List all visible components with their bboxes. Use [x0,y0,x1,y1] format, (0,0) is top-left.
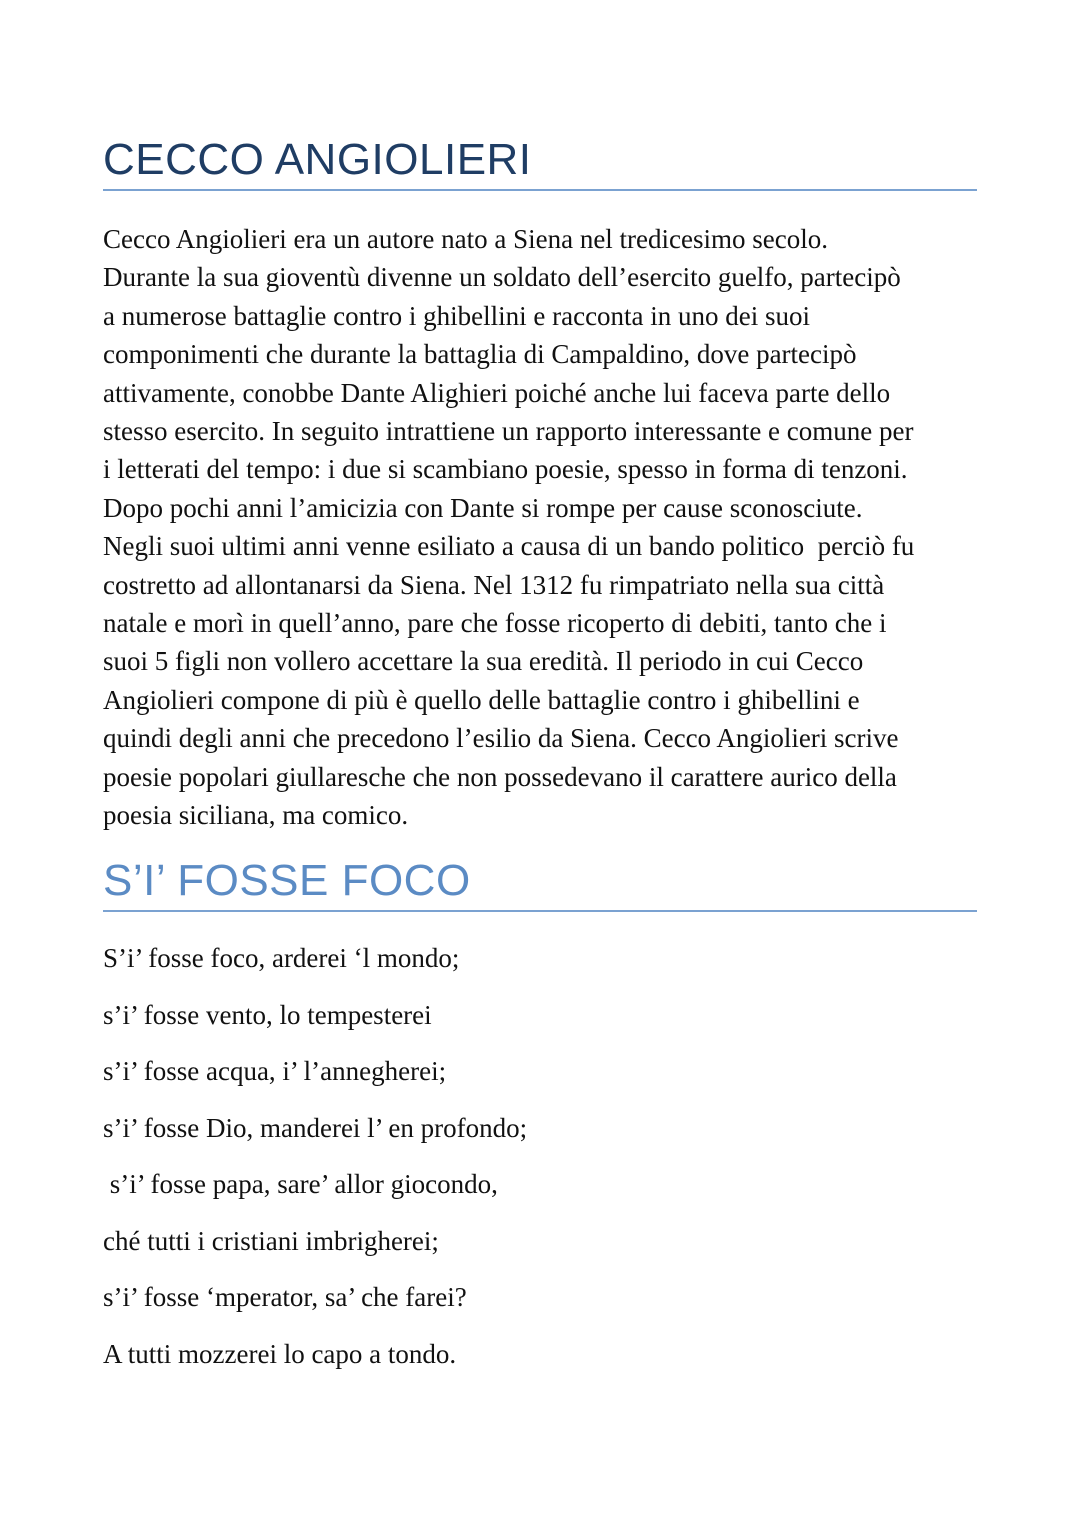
paragraph-line: attivamente, conobbe Dante Alighieri poiché anche lui faceva parte dello [103,377,891,408]
poem-verse: s’i’ fosse papa, sare’ allor giocondo, [103,1169,498,1199]
paragraph-line: quindi degli anni che precedono l’esilio da Siena. Cecco Angiolieri scrive [103,723,899,754]
poem-verses [103,939,977,1391]
paragraph-line: poesia siciliana, ma comico. [103,800,409,831]
subtitle-underline [103,910,977,912]
poem-verse: s’i’ fosse acqua, i’ l’annegherei; [103,1056,447,1086]
paragraph-line: Negli suoi ultimi anni venne esiliato a causa di un bando politico perciò fu [103,531,915,562]
poem-verse: A tutti mozzerei lo capo a tondo. [103,1338,457,1369]
poem-verse: s’i’ fosse vento, lo tempesterei [103,999,432,1030]
poem-verse: s’i’ fosse Dio, manderei l’ en profondo; [103,1112,528,1143]
section-title-cecco-angiolieri: CECCO ANGIOLIERI [103,135,532,184]
paragraph-line: Cecco Angiolieri era un autore nato a Siena nel tredicesimo secolo. [103,224,828,254]
section-title-si-fosse-foco: S’I’ FOSSE FOCO [103,856,471,905]
paragraph-line: poesie popolari giullaresche che non possedevano il carattere aurico della [103,761,897,792]
paragraph-line: i letterati del tempo: i due si scambiano poesie, spesso in forma di tenzoni. [103,454,908,485]
poem-verse: S’i’ fosse foco, arderei ‘l mondo; [103,943,460,973]
paragraph-line: Durante la sua gioventù divenne un soldato dell’esercito guelfo, partecipò [103,262,901,293]
paragraph-line: componimenti che durante la battaglia di Campaldino, dove partecipò [103,339,857,370]
paragraph-line: suoi 5 figli non vollero accettare la sua eredità. Il periodo in cui Cecco [103,646,864,677]
paragraph-line: Dopo pochi anni l’amicizia con Dante si rompe per cause sconosciute. [103,492,863,523]
paragraph-line: a numerose battaglie contro i ghibellini e racconta in uno dei suoi [103,300,811,331]
poem-verse: ché tutti i cristiani imbrigherei; [103,1225,439,1256]
biography-paragraph [103,220,977,835]
paragraph-line: natale e morì in quell’anno, pare che fosse ricoperto di debiti, tanto che i [103,608,887,639]
poem-verse: s’i’ fosse ‘mperator, sa’ che farei? [103,1282,467,1312]
paragraph-line: Angiolieri compone di più è quello delle battaglie contro i ghibellini e [103,684,860,715]
paragraph-line: stesso esercito. In seguito intrattiene un rapporto interessante e comune per [103,416,914,447]
title-underline [103,189,977,191]
paragraph-line: costretto ad allontanarsi da Siena. Nel 1312 fu rimpatriato nella sua città [103,569,885,600]
